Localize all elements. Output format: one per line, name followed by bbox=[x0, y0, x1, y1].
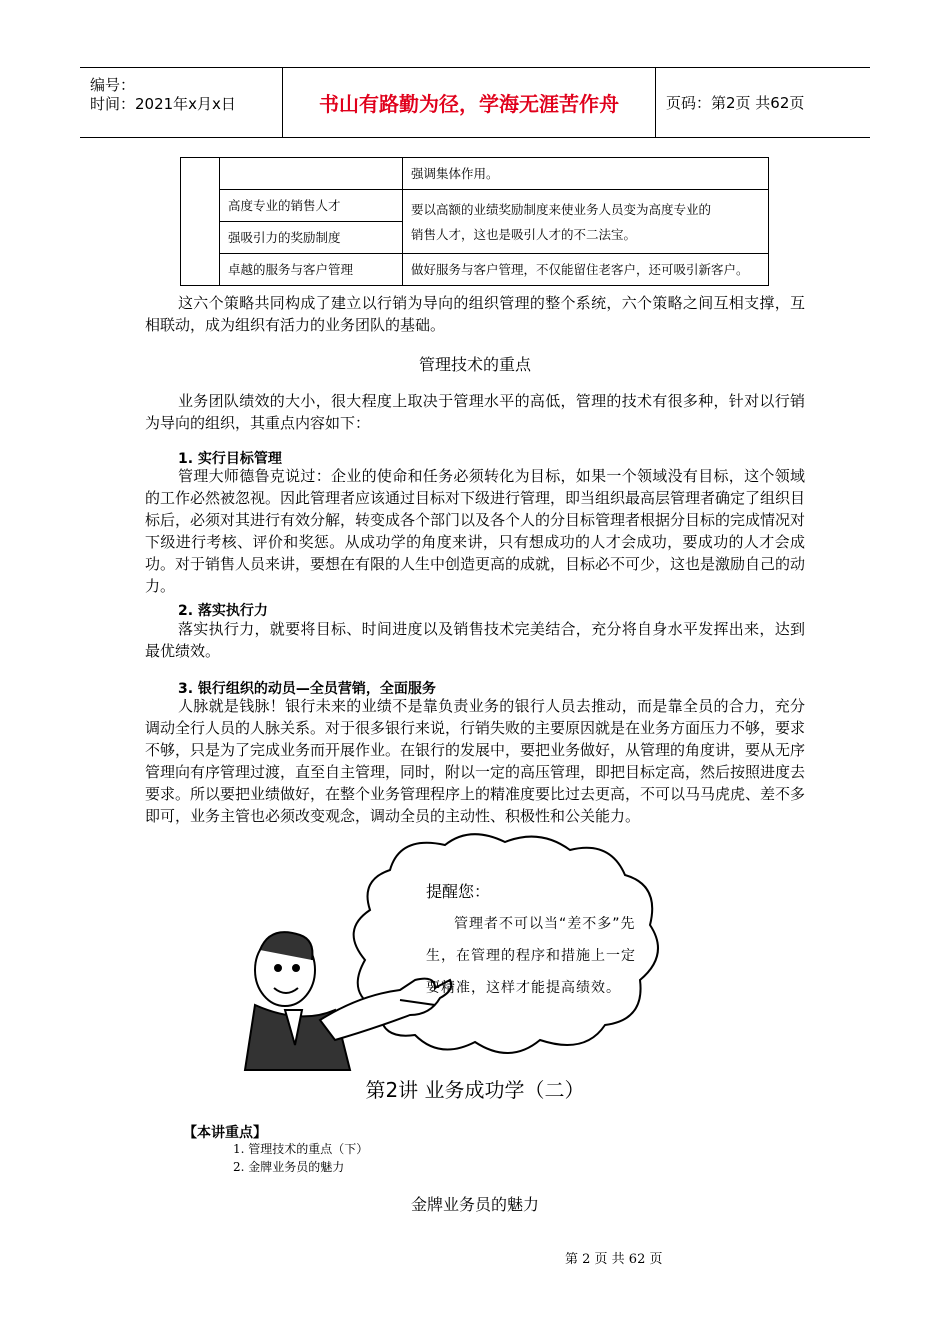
focus-heading: 【本讲重点】 bbox=[183, 1125, 267, 1141]
motto: 书山有路勤为径，学海无涯苦作舟 bbox=[283, 68, 656, 137]
item-text-2: 落实执行力，就要将目标、时间进度以及销售技术完美结合，充分将自身水平发挥出来，达到最优绩效。 bbox=[145, 620, 805, 660]
table-blank-cell bbox=[181, 158, 220, 286]
table-cell-name bbox=[220, 158, 403, 190]
table-row bbox=[181, 190, 769, 222]
table-cell-name: 强吸引力的奖励制度 bbox=[220, 222, 403, 254]
table-cell-desc: 做好服务与客户管理，不仅能留住老客户，还可吸引新客户。 bbox=[403, 254, 769, 286]
reminder-text bbox=[426, 876, 646, 1004]
table-cell-desc bbox=[403, 190, 769, 254]
table-cell-name: 高度专业的销售人才 bbox=[220, 190, 403, 222]
list-item: 2. 金牌业务员的魅力 bbox=[233, 1160, 345, 1174]
number-label: 编号： bbox=[90, 76, 136, 94]
item-heading-2: 2. 落实执行力 bbox=[178, 603, 268, 619]
list-item: 1. 管理技术的重点（下） bbox=[233, 1142, 369, 1156]
table-desc-line: 销售人才，这也是吸引人才的不二法宝。 bbox=[411, 226, 637, 242]
header-meta bbox=[80, 68, 283, 137]
section-title: 管理技术的重点 bbox=[418, 355, 531, 374]
item-heading-3: 3. 银行组织的动员—全员营销，全面服务 bbox=[178, 681, 436, 697]
table-desc-line: 要以高额的业绩奖励制度来使业务人员变为高度专业的 bbox=[411, 201, 712, 217]
table-cell-desc: 强调集体作用。 bbox=[403, 158, 769, 190]
table-row bbox=[181, 254, 769, 286]
lecture-title: 第2讲 业务成功学（二） bbox=[365, 1078, 585, 1102]
item-heading-1: 1. 实行目标管理 bbox=[178, 451, 282, 467]
page-info: 页码：第2页 共62页 bbox=[666, 94, 805, 112]
date-label: 时间：2021年x月x日 bbox=[90, 95, 236, 113]
item-text-1: 管理大师德鲁克说过：企业的使命和任务必须转化为目标，如果一个领域没有目标，这个领域的工作必然被忽视。因此管理者应该通过目标对下级进行管理，即当组织最高层管理者确定了组织目标后，必须对其进行有效分解，转变成各个部门以及各个人的分目标管理者根据分目标的完成情况对下级进行考核、评价和奖惩。从成功学的角度来讲，只有想成功的人才会成功，要成功的人才会成功。对于销售人员来讲，要想在有限的人生中创造更高的成就，目标必不可少，这也是激励自己的动力。 bbox=[145, 467, 806, 595]
focus-list bbox=[233, 1140, 368, 1176]
reminder-body: 管理者不可以当“差不多”先生，在管理的程序和措施上一定要精准，这样才能提高绩效。 bbox=[426, 916, 636, 996]
summary-paragraph: 这六个策略共同构成了建立以行销为导向的组织管理的整个系统，六个策略之间互相支撑，互相联动，成为组织有活力的业务团队的基础。 bbox=[145, 294, 805, 334]
reminder-title: 提醒您： bbox=[426, 882, 491, 901]
table-cell-name: 卓越的服务与客户管理 bbox=[220, 254, 403, 286]
table-row bbox=[181, 158, 769, 190]
item-text-3: 人脉就是钱脉！银行未来的业绩不是靠负责业务的银行人员去推动，而是靠全员的合力，充分调动全行人员的人脉关系。对于很多银行来说，行销失败的主要原因就是在业务方面压力不够，要求不够，只是为了完成业务而开展作业。在银行的发展中，要把业务做好，从管理的角度讲，要从无序管理向有序管理过渡，直至自主管理，同时，附以一定的高压管理，即把目标定高，然后按照进度去要求。所以要把业绩做好，在整个业务管理程序上的精准度要比过去更高，不可以马马虎虎、差不多即可，业务主管也必须改变观念，调动全员的主动性、积极性和公关能力。 bbox=[145, 697, 806, 825]
page-footer: 第 2 页 共 62 页 bbox=[565, 1252, 663, 1267]
page-header bbox=[80, 67, 870, 138]
next-section-title: 金牌业务员的魅力 bbox=[410, 1195, 539, 1214]
intro-paragraph: 业务团队绩效的大小，很大程度上取决于管理水平的高低，管理的技术有很多种，针对以行销为导向的组织，其重点内容如下： bbox=[145, 392, 805, 432]
strategy-table bbox=[180, 157, 769, 286]
